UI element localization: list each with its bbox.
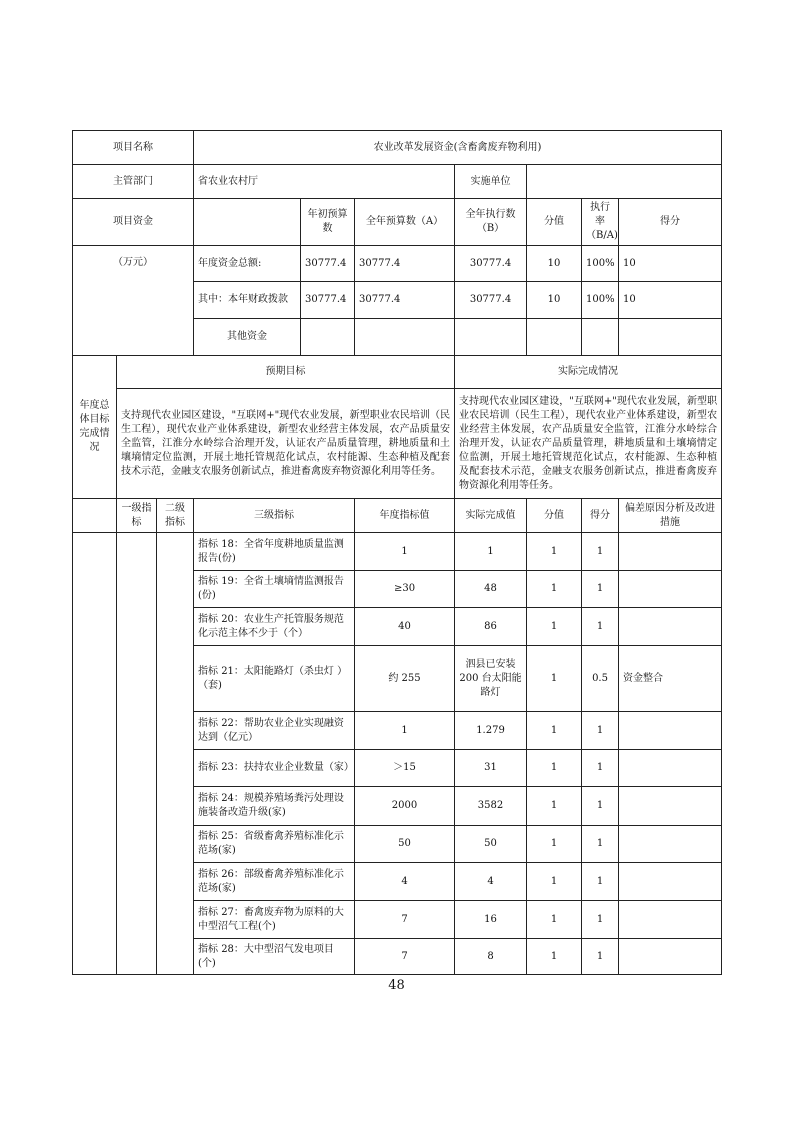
indicator-value: 1	[527, 750, 582, 787]
objectives-section-label: 年度总体目标完成情况	[73, 356, 117, 499]
indicator-value: 1	[527, 608, 582, 646]
indicator-score: 1	[582, 750, 619, 787]
funds-value: 10	[527, 282, 582, 319]
level2-header: 二级指标	[157, 499, 194, 533]
funds-label: 项目资金	[73, 199, 194, 246]
funds-rate: 100%	[582, 246, 619, 282]
score-header: 得分	[619, 199, 722, 246]
indicator-target: 7	[355, 939, 455, 975]
project-name-row	[73, 131, 722, 165]
indicator-name: 指标 21：太阳能路灯（杀虫灯 ）（套)	[194, 646, 355, 712]
indicator-reason	[619, 571, 722, 608]
funds-score: 10	[619, 246, 722, 282]
indicator-target: 1	[355, 533, 455, 571]
indicator-score: 1	[582, 608, 619, 646]
indicator-name: 指标 28：大中型沼气发电项目(个)	[194, 939, 355, 975]
indicator-actual: 1	[455, 533, 527, 571]
indicator-reason	[619, 712, 722, 750]
indicator-actual: 3582	[455, 787, 527, 826]
project-name-label: 项目名称	[73, 131, 194, 165]
indicator-reason	[619, 826, 722, 863]
funds-header-blank	[194, 199, 301, 246]
indicator-name: 指标 25：省级畜禽养殖标准化示范场(家)	[194, 826, 355, 863]
indicator-name: 指标 20：农业生产托管服务规范化示范主体不少于（个）	[194, 608, 355, 646]
indicator-name: 指标 18：全省年度耕地质量监测报告(份)	[194, 533, 355, 571]
indicator-reason	[619, 901, 722, 939]
level1-blank	[73, 533, 117, 975]
funds-executed	[455, 319, 527, 356]
funds-row-label: 年度资金总额:	[194, 246, 301, 282]
funds-executed: 30777.4	[455, 246, 527, 282]
indicator-target: 7	[355, 901, 455, 939]
indicator-name: 指标 24：规模养殖场粪污处理设施装备改造升级(家)	[194, 787, 355, 826]
indicator-actual: 16	[455, 901, 527, 939]
indicator-value: 1	[527, 863, 582, 901]
department-value: 省农业农村厅	[194, 165, 455, 199]
indicator-score: 1	[582, 826, 619, 863]
indicator-actual: 48	[455, 571, 527, 608]
funds-executed: 30777.4	[455, 282, 527, 319]
indicator-name: 指标 19：全省土壤墒情监测报告(份)	[194, 571, 355, 608]
annual-budget-header: 全年预算数（A）	[355, 199, 455, 246]
indicator-actual: 泗县已安装 200 台太阳能路灯	[455, 646, 527, 712]
indicator-reason	[619, 787, 722, 826]
score-value-header: 分值	[527, 199, 582, 246]
initial-budget-header: 年初预算数	[301, 199, 355, 246]
funds-initial: 30777.4	[301, 282, 355, 319]
indicator-value: 1	[527, 646, 582, 712]
indicator-score: 1	[582, 863, 619, 901]
indicator-reason	[619, 750, 722, 787]
indicator-name: 指标 27：畜禽废弃物为原料的大中型沼气工程(个)	[194, 901, 355, 939]
level1-header: 一级指标	[117, 499, 157, 533]
indicator-reason	[619, 608, 722, 646]
indicator-target: 40	[355, 608, 455, 646]
indicator-score: 1	[582, 939, 619, 975]
department-row	[73, 165, 722, 199]
indicator-actual: 31	[455, 750, 527, 787]
indicator-name: 指标 23：扶持农业企业数量（家）	[194, 750, 355, 787]
objectives-header-row	[73, 356, 722, 389]
funds-header-row	[73, 199, 722, 246]
indicator-score: 1	[582, 533, 619, 571]
indicator-value: 1	[527, 939, 582, 975]
page-number: 48	[388, 978, 405, 993]
funds-total-row	[73, 246, 722, 282]
funds-annual: 30777.4	[355, 282, 455, 319]
objectives-text-row	[73, 389, 722, 499]
indicator-value: 1	[527, 787, 582, 826]
funds-row-label: 其中：本年财政拨款	[194, 282, 301, 319]
funds-row-label: 其他资金	[194, 319, 301, 356]
expected-goal-text: 支持现代农业园区建设，"互联网+"现代农业发展，新型职业农民培训（民生工程），现代农业产业体系建设，新型农业经营主体发展，农产品质量安全监管，江淮分水岭综合治理开发，认证农产品质量管理，耕地质量和土壤墒情定位监测，开展土地托管规范化试点，农村能源、生态种植及配套技术示范，金融支农服务创新试点，推进畜禽废弃物资源化利用等任务。	[117, 389, 455, 499]
reason-header: 偏差原因分析及改进措施	[619, 499, 722, 533]
level2-cell	[157, 533, 194, 975]
level1-cell	[117, 533, 157, 975]
indicator-score: 0.5	[582, 646, 619, 712]
indicator-reason: 资金整合	[619, 646, 722, 712]
indicator-target: 2000	[355, 787, 455, 826]
department-label: 主管部门	[73, 165, 194, 199]
indicator-score: 1	[582, 571, 619, 608]
funds-score: 10	[619, 282, 722, 319]
project-name-value: 农业改革发展资金(含畜禽废弃物利用)	[194, 131, 722, 165]
indicator-reason	[619, 533, 722, 571]
exec-rate-header: 执行率（B/A)	[582, 199, 619, 246]
expected-goal-header: 预期目标	[117, 356, 455, 389]
indicator-score: 1	[582, 712, 619, 750]
funds-unit: （万元）	[73, 246, 194, 356]
actual-completion-header: 实际完成情况	[455, 356, 722, 389]
indicator-value: 1	[527, 571, 582, 608]
funds-value: 10	[527, 246, 582, 282]
performance-table	[72, 130, 722, 975]
funds-score	[619, 319, 722, 356]
indicator-target: ＞15	[355, 750, 455, 787]
funds-annual: 30777.4	[355, 246, 455, 282]
indicator-target: ≥30	[355, 571, 455, 608]
indicators-header-row	[73, 499, 722, 533]
indicator-row	[73, 533, 722, 571]
indicator-reason	[619, 863, 722, 901]
indicator-name: 指标 26：部级畜禽养殖标准化示范场(家)	[194, 863, 355, 901]
implementing-unit-label: 实施单位	[455, 165, 527, 199]
level3-header: 三级指标	[194, 499, 355, 533]
indicator-value: 1	[527, 901, 582, 939]
target-header: 年度指标值	[355, 499, 455, 533]
funds-value	[527, 319, 582, 356]
indicator-actual: 50	[455, 826, 527, 863]
indicator-actual: 4	[455, 863, 527, 901]
actual-completion-text: 支持现代农业园区建设，"互联网+"现代农业发展，新型职业农民培训（民生工程），现代农业产业体系建设，新型农业经营主体发展，农产品质量安全监管，江淮分水岭综合治理开发，认证农产品质量管理，耕地质量和土壤墒情定位监测，开展土地托管规范化试点，农村能源、生态种植及配套技术示范，金融支农服务创新试点，推进畜禽废弃物资源化利用等任务。	[455, 389, 722, 499]
implementing-unit-value	[527, 165, 722, 199]
indicator-score: 1	[582, 901, 619, 939]
funds-initial	[301, 319, 355, 356]
funds-initial: 30777.4	[301, 246, 355, 282]
indicators-header-blank	[73, 499, 117, 533]
funds-rate	[582, 319, 619, 356]
indicator-target: 4	[355, 863, 455, 901]
indicator-value: 1	[527, 712, 582, 750]
indicator-score: 1	[582, 787, 619, 826]
actual-header: 实际完成值	[455, 499, 527, 533]
indicator-value: 1	[527, 826, 582, 863]
indicator-actual: 86	[455, 608, 527, 646]
indicator-actual: 1.279	[455, 712, 527, 750]
indicator-actual: 8	[455, 939, 527, 975]
indicator-target: 50	[355, 826, 455, 863]
indicator-reason	[619, 939, 722, 975]
indicator-target: 约 255	[355, 646, 455, 712]
indicator-name: 指标 22：帮助农业企业实现融资达到（亿元）	[194, 712, 355, 750]
value-header: 分值	[527, 499, 582, 533]
indicator-value: 1	[527, 533, 582, 571]
score-header: 得分	[582, 499, 619, 533]
funds-rate: 100%	[582, 282, 619, 319]
indicator-target: 1	[355, 712, 455, 750]
funds-annual	[355, 319, 455, 356]
executed-header: 全年执行数（B）	[455, 199, 527, 246]
